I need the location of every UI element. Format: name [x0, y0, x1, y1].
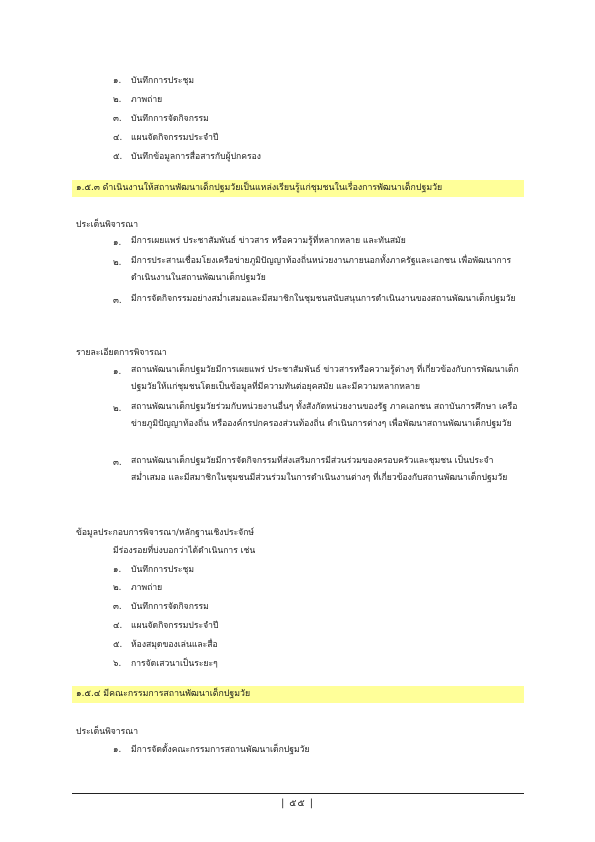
list-item-number: ๒. — [113, 95, 122, 105]
list-item-number: ๓. — [113, 114, 122, 124]
evidence-item: ภาพถ่าย — [131, 583, 163, 593]
consider-label: ประเด็นพิจารณา — [76, 727, 139, 737]
evidence-item: การจัดเสวนาเป็นระยะๆ — [131, 659, 218, 669]
page-number: | ๕๕ | — [281, 798, 314, 809]
list-item: บันทึกการประชุม — [131, 76, 195, 86]
section-heading: ๑.๕.๔ มีคณะกรรมการสถานพัฒนาเด็กปฐมวัย — [76, 689, 251, 699]
list-item-number: ๑. — [113, 367, 122, 377]
list-item-number: ๑. — [113, 565, 122, 575]
evidence-item: แผนจัดกิจกรรมประจำปี — [131, 621, 219, 631]
list-item-number: ๔. — [113, 133, 123, 143]
list-item: บันทึกการจัดกิจกรรม — [131, 114, 209, 124]
list-item-number: ๓. — [113, 602, 122, 612]
list-item-number: ๓. — [113, 296, 122, 306]
detail-label: รายละเอียดการพิจารณา — [76, 348, 167, 358]
page-number-value: ๕๕ — [289, 798, 306, 809]
list-item-number: ๕. — [113, 640, 123, 650]
list-item: ภาพถ่าย — [131, 95, 163, 105]
list-item-number: ๓. — [113, 458, 122, 468]
list-item: แผนจัดกิจกรรมประจำปี — [131, 133, 219, 143]
list-item-number: ๖. — [113, 659, 122, 669]
evidence-label: ข้อมูลประกอบการพิจารณา/หลักฐานเชิงประจักษ์ — [76, 528, 255, 538]
list-item-number: ๔. — [113, 621, 123, 631]
list-item: บันทึกข้อมูลการสื่อสารกับผู้ปกครอง — [131, 152, 261, 162]
list-item-number: ๑. — [113, 238, 122, 248]
consider-item: มีการประสานเชื่อมโยงเครือข่ายภูมิปัญญาท้องถิ่นหน่วยงานภายนอกทั้งภาครัฐและเอกชน เพื่อพัฒนาการดำเนินงานในสถานพัฒนาเด็กปฐมวัย — [131, 256, 512, 283]
footer-rule — [72, 793, 524, 794]
detail-item: สถานพัฒนาเด็กปฐมวัยร่วมกับหน่วยงานอื่นๆ ทั้งสังกัดหน่วยงานของรัฐ ภาคเอกชน สถาบันการศึกษา เครือข่ายภูมิปัญญาท้องถิ่น หรือองค์กรปกครองส่วนท้องถิ่น ดำเนินการต่างๆ เพื่อพัฒนาสถานพัฒนาเด็กปฐมวัย — [131, 402, 518, 429]
list-item-number: ๒. — [113, 258, 122, 268]
detail-item: สถานพัฒนาเด็กปฐมวัยมีการจัดกิจกรรมที่ส่งเสริมการมีส่วนร่วมของครอบครัวและชุมชน เป็นประจำ สม่ำเสมอ และมีสมาชิกในชุมชนมีส่วนร่วมในการดำเนินงานต่างๆ ที่เกี่ยวข้องกับสถานพัฒนาเด็กปฐมวัย — [131, 456, 508, 483]
list-item-number: ๕. — [113, 152, 123, 162]
section-heading: ๑.๕.๓ ดำเนินงานให้สถานพัฒนาเด็กปฐมวัยเป็นแหล่งเรียนรู้แก่ชุมชนในเรื่องการพัฒนาเด็กปฐมวัย — [76, 183, 443, 193]
list-item-number: ๒. — [113, 583, 122, 593]
consider-label: ประเด็นพิจารณา — [76, 220, 139, 230]
consider-item: มีการเผยแพร่ ประชาสัมพันธ์ ข่าวสาร หรือความรู้ที่หลากหลาย และทันสมัย — [131, 236, 406, 246]
evidence-intro: มีร่องรอยที่บ่งบอกว่าได้ดำเนินการ เช่น — [113, 546, 256, 556]
list-item-number: ๑. — [113, 745, 122, 755]
list-item-number: ๑. — [113, 76, 122, 86]
detail-item: สถานพัฒนาเด็กปฐมวัยมีการเผยแพร่ ประชาสัมพันธ์ ข่าวสารหรือความรู้ต่างๆ ที่เกี่ยวข้องกับการพัฒนาเด็กปฐมวัยให้แก่ชุมชนโดยเป็นข้อมูลที่มีความทันต่อยุคสมัย และมีความหลากหลาย — [131, 365, 519, 392]
evidence-item: ห้องสมุดของเล่นและสื่อ — [131, 640, 218, 650]
evidence-item: บันทึกการจัดกิจกรรม — [131, 602, 209, 612]
evidence-item: บันทึกการประชุม — [131, 565, 195, 575]
list-item-number: ๒. — [113, 404, 122, 414]
consider-item: มีการจัดตั้งคณะกรรมการสถานพัฒนาเด็กปฐมวัย — [131, 745, 310, 755]
consider-item: มีการจัดกิจกรรมอย่างสม่ำเสมอและมีสมาชิกในชุมชนสนับสนุนการดำเนินงานของสถานพัฒนาเด็กปฐมวัย — [131, 294, 516, 304]
